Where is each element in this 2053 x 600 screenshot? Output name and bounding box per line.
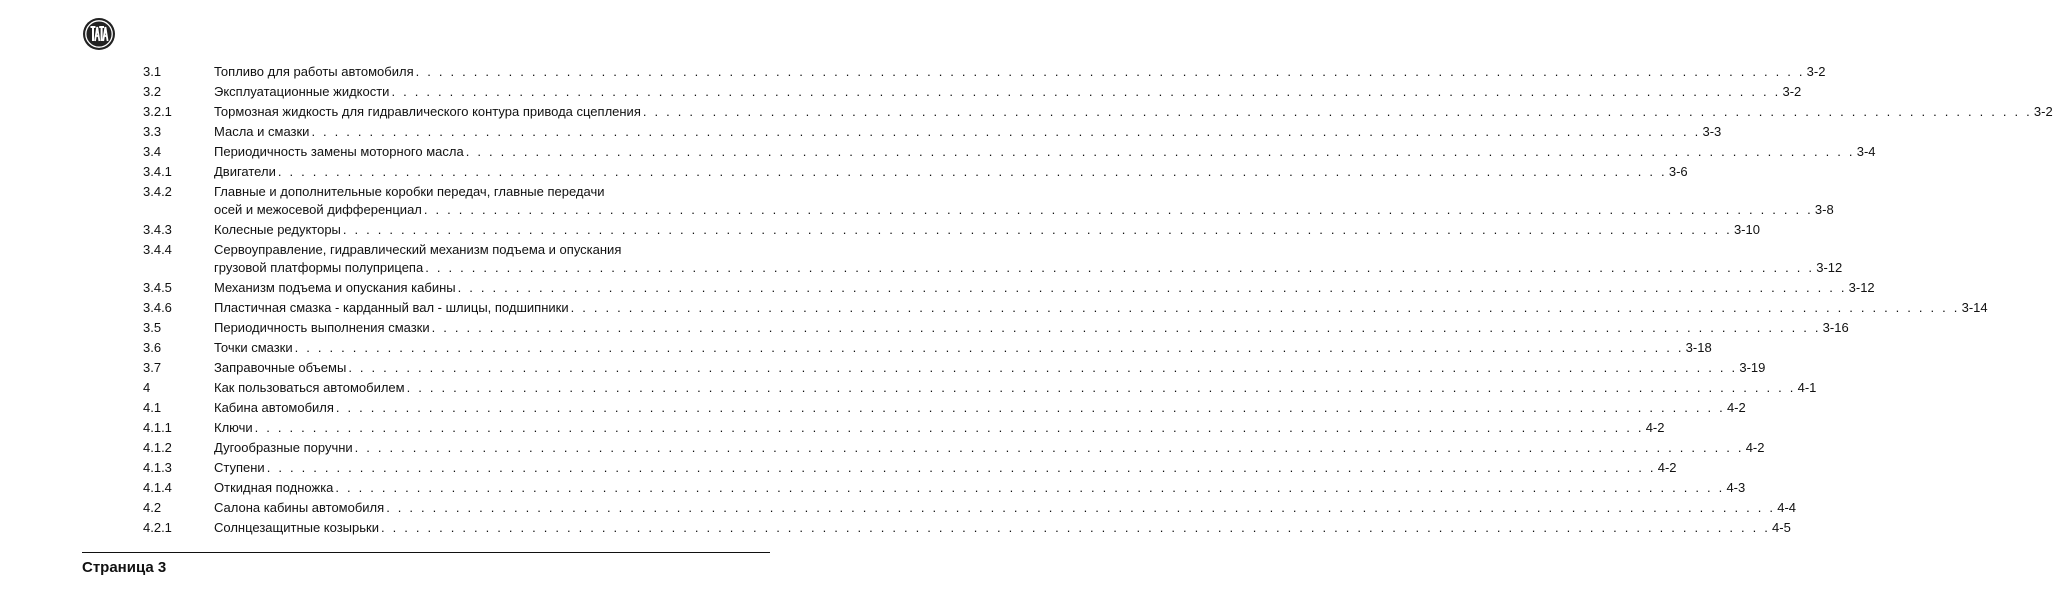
toc-title: Периодичность выполнения смазки — [214, 320, 430, 335]
toc-page-ref: 3-12 — [1848, 280, 1875, 295]
toc-title: Заправочные объемы — [214, 360, 347, 375]
toc-dot-leader: . . . . . . . . . . . . . . . . . . . . . . . . . . . . . . . . . . . . . . . . . . . . . . . . . . . . . . . . . . . . . . . . . . . . . . . . . . . . . . . . . . . . . . . . . . . . . . . . . . . . . . . . . . . . . . . . . . . . . . . . — [348, 360, 1738, 375]
toc-title: Солнцезащитные козырьки — [214, 520, 379, 535]
toc-title: осей и межосевой дифференциал — [214, 202, 422, 217]
toc-section-number: 3.4.4 — [143, 242, 172, 257]
toc-page-ref: 3-8 — [1814, 202, 1834, 217]
toc-title: Колесные редукторы — [214, 222, 341, 237]
toc-section-number: 3.4.1 — [143, 164, 172, 179]
toc-dot-leader: . . . . . . . . . . . . . . . . . . . . . . . . . . . . . . . . . . . . . . . . . . . . . . . . . . . . . . . . . . . . . . . . . . . . . . . . . . . . . . . . . . . . . . . . . . . . . . . . . . . . . . . . . . . . . . . . . . . . . . . . — [266, 460, 1656, 475]
toc-dot-leader: . . . . . . . . . . . . . . . . . . . . . . . . . . . . . . . . . . . . . . . . . . . . . . . . . . . . . . . . . . . . . . . . . . . . . . . . . . . . . . . . . . . . . . . . . . . . . . . . . . . . . . . . . . . . . . . . . . . . . . . . — [380, 520, 1771, 535]
toc-entry[interactable] — [143, 399, 1746, 417]
toc-dot-leader: . . . . . . . . . . . . . . . . . . . . . . . . . . . . . . . . . . . . . . . . . . . . . . . . . . . . . . . . . . . . . . . . . . . . . . . . . . . . . . . . . . . . . . . . . . . . . . . . . . . . . . . . . . . . . . . . . . . . . . . . — [311, 124, 1701, 139]
toc-entry-body — [214, 63, 1826, 81]
toc-entry-body — [214, 379, 1817, 397]
toc-section-number: 3.7 — [143, 360, 162, 375]
toc-title: Кабина автомобиля — [214, 400, 334, 415]
toc-leader-line — [214, 399, 1746, 417]
toc-page-ref: 3-12 — [1816, 260, 1843, 275]
toc-leader-line — [214, 103, 2053, 121]
toc-section-number: 4.2.1 — [143, 520, 172, 535]
toc-entry-body — [214, 299, 1988, 317]
toc-page-ref: 3-3 — [1702, 124, 1722, 139]
toc-dot-leader: . . . . . . . . . . . . . . . . . . . . . . . . . . . . . . . . . . . . . . . . . . . . . . . . . . . . . . . . . . . . . . . . . . . . . . . . . . . . . . . . . . . . . . . . . . . . . . . . . . . . . . . . . . . . . . . . . . . . . . . . — [457, 280, 1847, 295]
toc-leader-line — [214, 259, 1843, 277]
toc-entry-body — [214, 399, 1746, 417]
toc-page-ref: 3-2 — [1782, 84, 1802, 99]
toc-title: Двигатели — [214, 164, 276, 179]
toc-entry-body — [214, 221, 1760, 239]
toc-entry[interactable] — [143, 143, 1876, 161]
toc-section-number: 4.1.4 — [143, 480, 172, 495]
toc-page-ref: 4-3 — [1726, 480, 1746, 495]
toc-entry-body — [214, 519, 1791, 537]
toc-title: Как пользоваться автомобилем — [214, 380, 405, 395]
toc-entry[interactable] — [143, 299, 1988, 317]
toc-page-ref: 3-4 — [1856, 144, 1876, 159]
toc-entry-body — [214, 439, 1765, 457]
toc-title: Дугообразные поручни — [214, 440, 353, 455]
toc-entry[interactable] — [143, 379, 1817, 397]
toc-dot-leader: . . . . . . . . . . . . . . . . . . . . . . . . . . . . . . . . . . . . . . . . . . . . . . . . . . . . . . . . . . . . . . . . . . . . . . . . . . . . . . . . . . . . . . . . . . . . . . . . . . . . . . . . . . . . . . . . . . . . . . . . — [465, 144, 1855, 159]
toc-leader-line — [214, 439, 1765, 457]
toc-leader-line — [214, 299, 1988, 317]
toc-entry[interactable] — [143, 519, 1791, 537]
toc-page-ref: 4-2 — [1726, 400, 1746, 415]
toc-dot-leader: . . . . . . . . . . . . . . . . . . . . . . . . . . . . . . . . . . . . . . . . . . . . . . . . . . . . . . . . . . . . . . . . . . . . . . . . . . . . . . . . . . . . . . . . . . . . . . . . . . . . . . . . . . . . . . . . . . . . . . . . — [294, 340, 1684, 355]
toc-dot-leader: . . . . . . . . . . . . . . . . . . . . . . . . . . . . . . . . . . . . . . . . . . . . . . . . . . . . . . . . . . . . . . . . . . . . . . . . . . . . . . . . . . . . . . . . . . . . . . . . . . . . . . . . . . . . . . . . . . . . . . . . — [431, 320, 1821, 335]
toc-section-number: 4.1.2 — [143, 440, 172, 455]
toc-page-ref: 3-2 — [2033, 104, 2053, 119]
toc-section-number: 3.4.6 — [143, 300, 172, 315]
toc-entry[interactable] — [143, 439, 1765, 457]
toc-page-ref: 4-2 — [1657, 460, 1677, 475]
toc-page-ref: 3-19 — [1739, 360, 1766, 375]
toc-section-number: 3.1 — [143, 64, 162, 79]
toc-entry[interactable] — [143, 359, 1766, 377]
toc-dot-leader: . . . . . . . . . . . . . . . . . . . . . . . . . . . . . . . . . . . . . . . . . . . . . . . . . . . . . . . . . . . . . . . . . . . . . . . . . . . . . . . . . . . . . . . . . . . . . . . . . . . . . . . . . . . . . . . . . . . . . . . . — [415, 64, 1805, 79]
toc-entry-body — [214, 279, 1875, 297]
toc-leader-line — [214, 379, 1817, 397]
toc-section-number: 4.1.1 — [143, 420, 172, 435]
toc-entry-body — [214, 183, 1834, 219]
toc-entry-body — [214, 419, 1665, 437]
toc-leader-line — [214, 143, 1876, 161]
toc-title: Точки смазки — [214, 340, 293, 355]
toc-leader-line — [214, 519, 1791, 537]
toc-title-line: Сервоуправление, гидравлический механизм подъема и опускания — [214, 242, 622, 257]
toc-section-number: 4.1 — [143, 400, 162, 415]
toc-title: Эксплуатационные жидкости — [214, 84, 390, 99]
toc-page-ref: 4-1 — [1797, 380, 1817, 395]
toc-section-number: 4.2 — [143, 500, 162, 515]
toc-entry[interactable] — [143, 339, 1712, 357]
toc-entry[interactable] — [143, 459, 1677, 477]
tata-logo-icon — [82, 17, 116, 51]
toc-title: Ступени — [214, 460, 265, 475]
toc-section-number: 4 — [143, 380, 151, 395]
toc-entry-body — [214, 359, 1766, 377]
toc-entry[interactable] — [143, 319, 1849, 337]
toc-entry[interactable] — [143, 183, 1834, 219]
toc-page-ref: 3-14 — [1961, 300, 1988, 315]
toc-leader-line — [214, 499, 1797, 517]
toc-title: Масла и смазки — [214, 124, 310, 139]
toc-entry-body — [214, 241, 1843, 277]
toc-leader-line — [214, 83, 1802, 101]
toc-dot-leader: . . . . . . . . . . . . . . . . . . . . . . . . . . . . . . . . . . . . . . . . . . . . . . . . . . . . . . . . . . . . . . . . . . . . . . . . . . . . . . . . . . . . . . . . . . . . . . . . . . . . . . . . . . . . . . . . . . . . . . . . — [570, 300, 1960, 315]
toc-entry[interactable] — [143, 83, 1802, 101]
toc-section-number: 3.2.1 — [143, 104, 172, 119]
toc-leader-line — [214, 419, 1665, 437]
toc-entry-body — [214, 459, 1677, 477]
toc-page-ref: 3-2 — [1806, 64, 1826, 79]
toc-leader-line — [214, 359, 1766, 377]
toc-entry-body — [214, 499, 1797, 517]
toc-page-ref: 3-6 — [1668, 164, 1688, 179]
toc-dot-leader: . . . . . . . . . . . . . . . . . . . . . . . . . . . . . . . . . . . . . . . . . . . . . . . . . . . . . . . . . . . . . . . . . . . . . . . . . . . . . . . . . . . . . . . . . . . . . . . . . . . . . . . . . . . . . . . . . . . . . . . . — [425, 260, 1815, 275]
toc-title: Тормозная жидкость для гидравлического контура привода сцепления — [214, 104, 641, 119]
toc-dot-leader: . . . . . . . . . . . . . . . . . . . . . . . . . . . . . . . . . . . . . . . . . . . . . . . . . . . . . . . . . . . . . . . . . . . . . . . . . . . . . . . . . . . . . . . . . . . . . . . . . . . . . . . . . . . . . . . . . . . . . . . . — [335, 480, 1725, 495]
footer-divider — [82, 552, 770, 553]
toc-section-number: 3.5 — [143, 320, 162, 335]
toc-dot-leader: . . . . . . . . . . . . . . . . . . . . . . . . . . . . . . . . . . . . . . . . . . . . . . . . . . . . . . . . . . . . . . . . . . . . . . . . . . . . . . . . . . . . . . . . . . . . . . . . . . . . . . . . . . . . . . . . . . . . . . . . — [277, 164, 1667, 179]
toc-entry[interactable] — [143, 479, 1746, 497]
toc-dot-leader: . . . . . . . . . . . . . . . . . . . . . . . . . . . . . . . . . . . . . . . . . . . . . . . . . . . . . . . . . . . . . . . . . . . . . . . . . . . . . . . . . . . . . . . . . . . . . . . . . . . . . . . . . . . . . . . . . . . . . . . . — [342, 222, 1732, 237]
toc-page-ref: 3-16 — [1822, 320, 1849, 335]
toc-title: Откидная подножка — [214, 480, 334, 495]
toc-section-number: 3.4.3 — [143, 222, 172, 237]
toc-dot-leader: . . . . . . . . . . . . . . . . . . . . . . . . . . . . . . . . . . . . . . . . . . . . . . . . . . . . . . . . . . . . . . . . . . . . . . . . . . . . . . . . . . . . . . . . . . . . . . . . . . . . . . . . . . . . . . . . . . . . . . . . — [386, 500, 1776, 515]
toc-section-number: 3.4.5 — [143, 280, 172, 295]
toc-leader-line — [214, 63, 1826, 81]
toc-title: Ключи — [214, 420, 253, 435]
toc-entry[interactable] — [143, 279, 1875, 297]
toc-leader-line — [214, 123, 1722, 141]
toc-page-ref: 4-2 — [1745, 440, 1765, 455]
toc-leader-line — [214, 339, 1712, 357]
toc-entry[interactable] — [143, 419, 1665, 437]
toc-section-number: 3.4.2 — [143, 184, 172, 199]
toc-entry[interactable] — [143, 499, 1797, 517]
toc-title-line: Главные и дополнительные коробки передач, главные передачи — [214, 184, 605, 199]
toc-leader-line — [214, 201, 1834, 219]
toc-page-ref: 4-5 — [1772, 520, 1791, 535]
toc-entry[interactable] — [143, 63, 1826, 81]
toc-entry-body — [214, 83, 1802, 101]
toc-dot-leader: . . . . . . . . . . . . . . . . . . . . . . . . . . . . . . . . . . . . . . . . . . . . . . . . . . . . . . . . . . . . . . . . . . . . . . . . . . . . . . . . . . . . . . . . . . . . . . . . . . . . . . . . . . . . . . . . . . . . . . . . — [406, 380, 1796, 395]
toc-page-ref: 3-18 — [1685, 340, 1712, 355]
toc-title: грузовой платформы полуприцепа — [214, 260, 424, 275]
toc-dot-leader: . . . . . . . . . . . . . . . . . . . . . . . . . . . . . . . . . . . . . . . . . . . . . . . . . . . . . . . . . . . . . . . . . . . . . . . . . . . . . . . . . . . . . . . . . . . . . . . . . . . . . . . . . . . . . . . . . . . . . . . . — [423, 202, 1813, 217]
toc-section-number: 3.3 — [143, 124, 162, 139]
toc-leader-line — [214, 279, 1875, 297]
toc-dot-leader: . . . . . . . . . . . . . . . . . . . . . . . . . . . . . . . . . . . . . . . . . . . . . . . . . . . . . . . . . . . . . . . . . . . . . . . . . . . . . . . . . . . . . . . . . . . . . . . . . . . . . . . . . . . . . . . . . . . . . . . . — [642, 104, 2032, 119]
toc-entry[interactable] — [143, 163, 1688, 181]
toc-title: Механизм подъема и опускания кабины — [214, 280, 456, 295]
toc-section-number: 3.4 — [143, 144, 162, 159]
toc-entry[interactable] — [143, 221, 1760, 239]
toc-entry-body — [214, 479, 1746, 497]
toc-dot-leader: . . . . . . . . . . . . . . . . . . . . . . . . . . . . . . . . . . . . . . . . . . . . . . . . . . . . . . . . . . . . . . . . . . . . . . . . . . . . . . . . . . . . . . . . . . . . . . . . . . . . . . . . . . . . . . . . . . . . . . . . — [354, 440, 1744, 455]
toc-dot-leader: . . . . . . . . . . . . . . . . . . . . . . . . . . . . . . . . . . . . . . . . . . . . . . . . . . . . . . . . . . . . . . . . . . . . . . . . . . . . . . . . . . . . . . . . . . . . . . . . . . . . . . . . . . . . . . . . . . . . . . . . — [391, 84, 1781, 99]
toc-section-number: 4.1.3 — [143, 460, 172, 475]
toc-leader-line — [214, 479, 1746, 497]
toc-section-number: 3.2 — [143, 84, 162, 99]
toc-leader-line — [214, 459, 1677, 477]
toc-dot-leader: . . . . . . . . . . . . . . . . . . . . . . . . . . . . . . . . . . . . . . . . . . . . . . . . . . . . . . . . . . . . . . . . . . . . . . . . . . . . . . . . . . . . . . . . . . . . . . . . . . . . . . . . . . . . . . . . . . . . . . . . — [254, 420, 1644, 435]
toc-title: Салона кабины автомобиля — [214, 500, 385, 515]
toc-entry[interactable] — [143, 123, 1722, 141]
toc-entry[interactable] — [143, 103, 2053, 121]
page-number: Страница 3 — [82, 559, 167, 576]
toc-dot-leader: . . . . . . . . . . . . . . . . . . . . . . . . . . . . . . . . . . . . . . . . . . . . . . . . . . . . . . . . . . . . . . . . . . . . . . . . . . . . . . . . . . . . . . . . . . . . . . . . . . . . . . . . . . . . . . . . . . . . . . . . — [335, 400, 1725, 415]
toc-page-ref: 4-2 — [1645, 420, 1665, 435]
toc-page-ref: 4-4 — [1777, 500, 1797, 515]
toc-leader-line — [214, 319, 1849, 337]
table-of-contents — [143, 63, 2053, 539]
toc-title: Периодичность замены моторного масла — [214, 144, 464, 159]
toc-leader-line — [214, 163, 1688, 181]
toc-entry[interactable] — [143, 241, 1843, 277]
toc-page-ref: 3-10 — [1733, 222, 1760, 237]
toc-title: Пластичная смазка - карданный вал - шлицы, подшипники — [214, 300, 569, 315]
toc-entry-body — [214, 103, 2053, 121]
toc-entry-body — [214, 143, 1876, 161]
toc-section-number: 3.6 — [143, 340, 162, 355]
toc-entry-body — [214, 339, 1712, 357]
toc-leader-line — [214, 221, 1760, 239]
toc-entry-body — [214, 319, 1849, 337]
toc-entry-body — [214, 163, 1688, 181]
toc-title: Топливо для работы автомобиля — [214, 64, 414, 79]
toc-entry-body — [214, 123, 1722, 141]
